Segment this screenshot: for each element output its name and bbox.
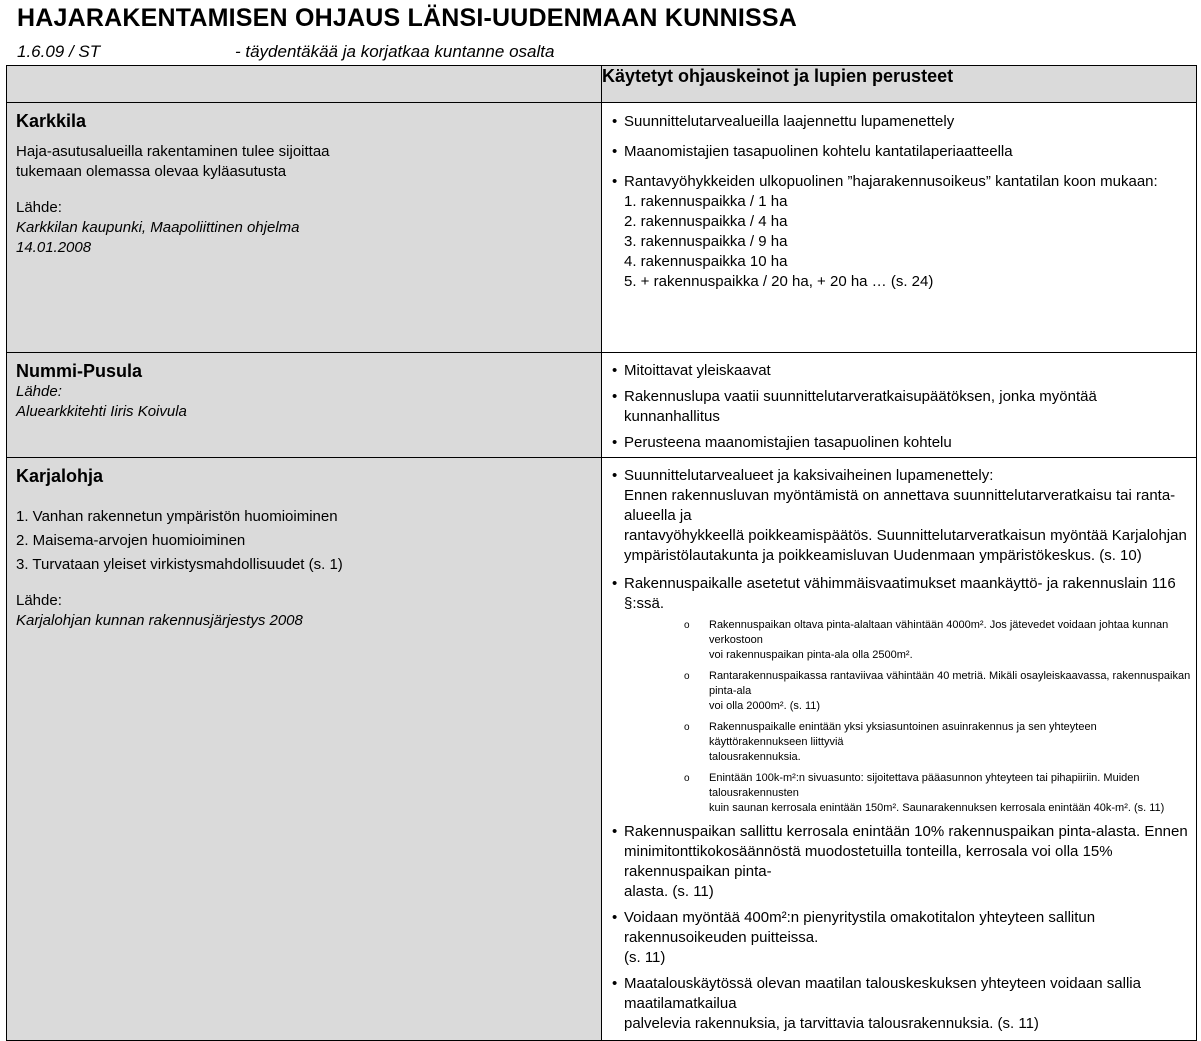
list-item-text: (s. 11) <box>624 949 666 966</box>
sub-item-text: voi rakennuspaikan pinta-ala olla 2500m². <box>709 649 913 661</box>
list-item <box>602 172 1196 292</box>
document-subtitle: - täydentäkää ja korjatkaa kuntanne osalta <box>235 42 555 61</box>
measures-list <box>602 112 1196 292</box>
sub-item-text: talousrakennuksia. <box>709 751 801 763</box>
source-label: Lähde: <box>16 383 62 400</box>
list-item-text: Maanomistajien tasapuolinen kohtelu kantatilaperiaatteella <box>624 143 1013 160</box>
sub-item <box>602 618 1196 663</box>
sub-item <box>602 720 1196 765</box>
table-header-row <box>7 66 1197 103</box>
source-value: Aluearkkitehti Iiris Koivula <box>16 403 187 420</box>
list-item <box>602 387 1196 427</box>
municipality-cell-karjalohja <box>7 458 602 1041</box>
list-item <box>602 466 1196 566</box>
sub-item-text: voi olla 2000m². (s. 11) <box>709 700 821 712</box>
header-left-cell <box>7 66 602 103</box>
numbered-item: 2. rakennuspaikka / 4 ha <box>624 213 788 230</box>
municipality-name: Nummi-Pusula <box>16 361 143 381</box>
sub-item <box>602 771 1196 816</box>
document-title: HAJARAKENTAMISEN OHJAUS LÄNSI-UUDENMAAN KUNNISSA <box>17 4 797 32</box>
numbered-item: 5. + rakennuspaikka / 20 ha, + 20 ha … (s. 24) <box>624 273 934 290</box>
list-item <box>602 112 1196 132</box>
list-item <box>602 974 1196 1034</box>
list-item <box>602 574 1196 816</box>
list-item-text: rantavyöhykkeellä poikkeamispäätös. Suunnittelutarveratkaisun myöntää Karjalohjan <box>624 527 1187 544</box>
sub-item <box>602 669 1196 714</box>
source-value: Karkkilan kaupunki, Maapoliittinen ohjelma <box>16 219 300 236</box>
sub-item-text: kuin saunan kerrosala enintään 150m². Saunarakennuksen kerrosala enintään 40k-m². (s. 11) <box>709 802 1165 814</box>
list-item <box>602 908 1196 968</box>
municipality-cell-karkkila <box>7 103 602 353</box>
list-item-text: Perusteena maanomistajien tasapuolinen kohtelu <box>624 434 952 451</box>
list-item-text: Suunnittelutarvealueilla laajennettu lupamenettely <box>624 113 955 130</box>
source-value: 14.01.2008 <box>16 239 92 256</box>
table-header: Käytetyt ohjauskeinot ja lupien perusteet <box>602 66 1197 103</box>
list-item-text: ympäristölautakunta ja poikkeamisluvan Uudenmaan ympäristökeskus. (s. 10) <box>624 547 1142 564</box>
list-item-text: Ennen rakennusluvan myöntämistä on annettava suunnittelutarveratkaisu tai ranta-alueella ja <box>624 487 1176 524</box>
list-item-text: • Rakennuspaikalle asetetut vähimmäisvaatimukset maankäyttö- ja rakennuslain 116 §:ssä. <box>624 575 1176 612</box>
list-item <box>602 433 1196 453</box>
document-date: 1.6.09 / ST <box>17 42 101 61</box>
goal-item: 3. Turvataan yleiset virkistysmahdollisuudet (s. 1) <box>16 556 343 573</box>
list-item-text: • Rakennuspaikan sallittu kerrosala enintään 10% rakennuspaikan pinta-alasta. Ennen <box>624 823 1188 840</box>
list-item-text: palvelevia rakennuksia, ja tarvittavia talousrakennuksia. (s. 11) <box>624 1015 1039 1032</box>
sub-item-text: o Rantarakennuspaikassa rantaviivaa vähintään 40 metriä. Mikäli osayleiskaavassa, rakennuspaikan pinta-ala <box>709 670 1191 697</box>
municipality-name: Karkkila <box>16 111 87 131</box>
sub-list <box>602 618 1196 816</box>
list-item-text: • Voidaan myöntää 400m²:n pienyritystila omakotitalon yhteyteen sallitun rakennusoikeuden puitteissa. <box>624 909 1096 946</box>
list-item <box>602 822 1196 902</box>
source-label: Lähde: <box>16 592 62 609</box>
goal-item: 1. Vanhan rakennetun ympäristön huomioiminen <box>16 508 338 525</box>
numbered-item: 3. rakennuspaikka / 9 ha <box>624 233 788 250</box>
list-item-text: • Rantavyöhykkeiden ulkopuolinen ”hajarakennusoikeus” kantatilan koon mukaan: <box>624 173 1158 190</box>
sub-item-text: o Rakennuspaikalle enintään yksi yksiasuntoinen asuinrakennus ja sen yhteyteen käyttörakennukseen liittyviä <box>709 721 1097 748</box>
measures-list <box>602 361 1196 453</box>
goal-item: 2. Maisema-arvojen huomioiminen <box>16 532 246 549</box>
list-item-text: • Maatalouskäytössä olevan maatilan talouskeskuksen yhteyteen voidaan sallia maatilamatkailua <box>624 975 1141 1012</box>
list-item-text: • Suunnittelutarvealueet ja kaksivaiheinen lupamenettely: <box>624 467 994 484</box>
measures-cell-karkkila <box>602 103 1197 353</box>
list-item <box>602 361 1196 381</box>
sub-item-text: o Rakennuspaikan oltava pinta-alaltaan vähintään 4000m². Jos jätevedet voidaan johtaa kunnan verkostoon <box>709 619 1169 646</box>
list-item-text: minimitonttikokosäännöstä muodostetuilla tonteilla, kerrosala voi olla 15% rakennuspaikan pinta- <box>624 843 1113 880</box>
source-label: Lähde: <box>16 199 62 216</box>
municipality-name: Karjalohja <box>16 466 104 486</box>
description-line: Haja-asutusalueilla rakentaminen tulee sijoittaa <box>16 143 330 160</box>
guidance-table <box>6 65 1197 1041</box>
list-item-text: alasta. (s. 11) <box>624 883 714 900</box>
source-value: Karjalohjan kunnan rakennusjärjestys 2008 <box>16 612 303 629</box>
table-row <box>7 103 1197 353</box>
measures-list <box>602 466 1196 1034</box>
table-row <box>7 353 1197 458</box>
measures-cell-nummi-pusula <box>602 353 1197 458</box>
sub-item-text: o Enintään 100k-m²:n sivuasunto: sijoitettava pääasunnon yhteyteen tai pihapiiriin. Muiden talousrakennusten <box>709 772 1140 799</box>
numbered-item: 1. rakennuspaikka / 1 ha <box>624 193 788 210</box>
list-item-text: Mitoittavat yleiskaavat <box>624 362 771 379</box>
table-row <box>7 458 1197 1041</box>
numbered-item: 4. rakennuspaikka 10 ha <box>624 253 788 270</box>
municipality-cell-nummi-pusula <box>7 353 602 458</box>
goals-list <box>16 505 601 577</box>
list-item <box>602 142 1196 162</box>
list-item-text: Rakennuslupa vaatii suunnittelutarveratkaisupäätöksen, jonka myöntää kunnanhallitus <box>624 388 1097 425</box>
description-line: tukemaan olemassa olevaa kyläasutusta <box>16 163 287 180</box>
measures-cell-karjalohja <box>602 458 1197 1041</box>
